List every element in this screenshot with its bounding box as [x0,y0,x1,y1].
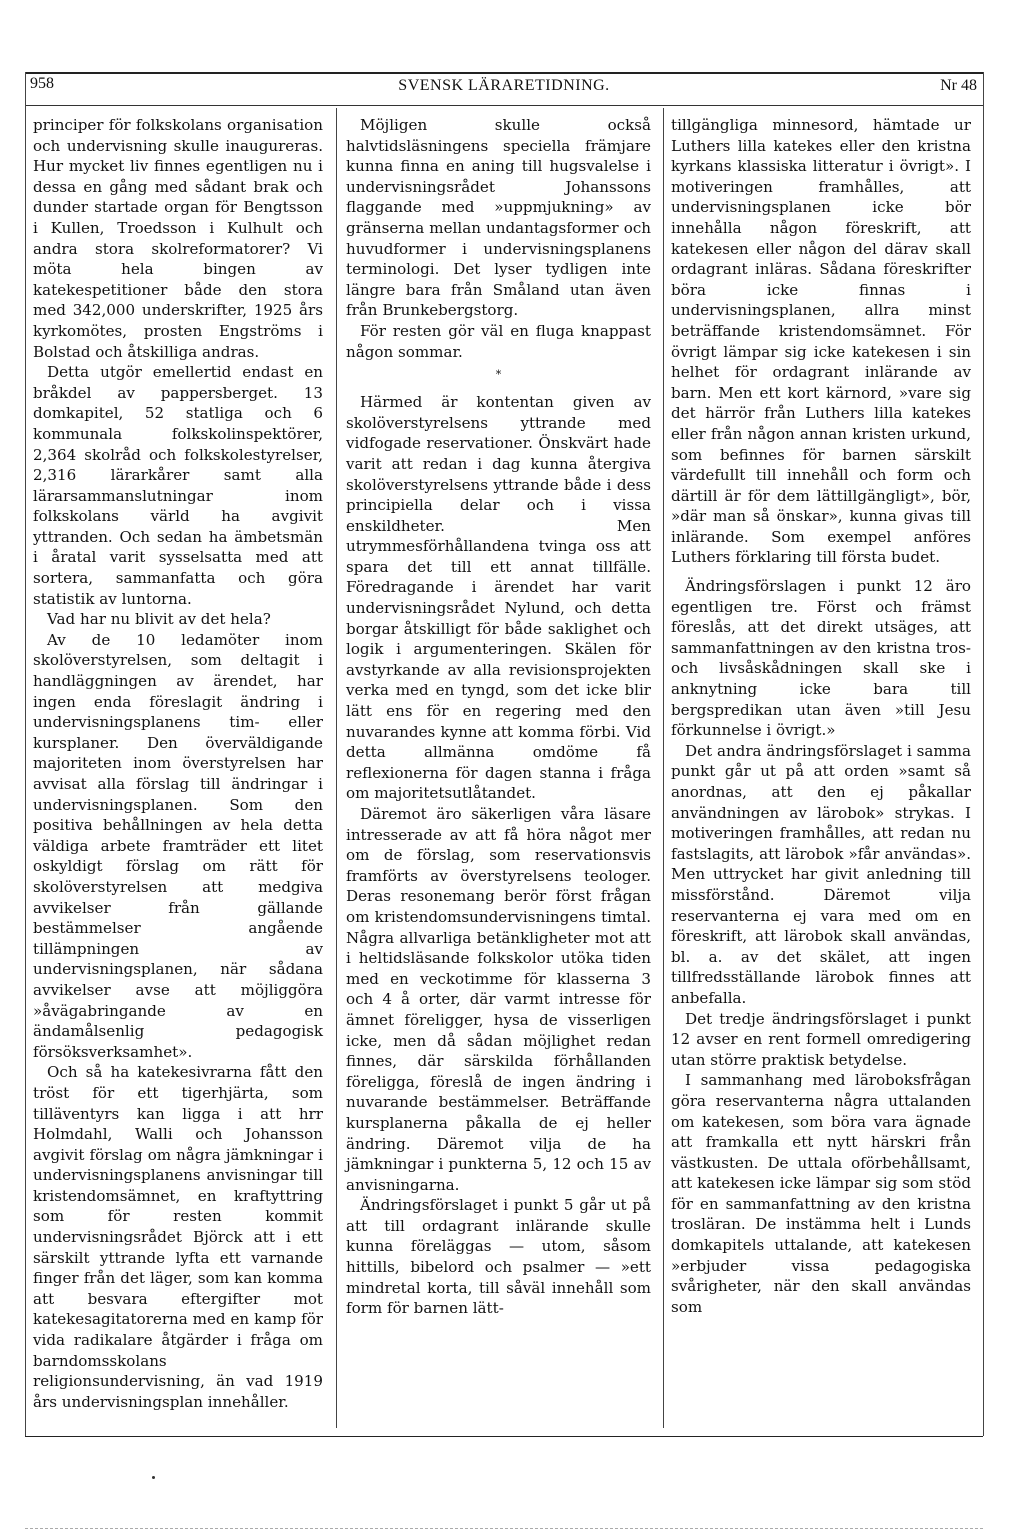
page-header [25,73,983,103]
column-divider-2 [663,108,664,1428]
paragraph: För resten gör väl en fluga knappast någon sommar. [346,321,651,361]
column-divider-1 [336,108,337,1428]
left-border [25,72,26,1436]
text-column-1 [33,115,323,1412]
header-rule [25,105,983,106]
right-border [983,72,984,1436]
section-separator: * [495,368,502,382]
stray-mark [152,1476,155,1479]
paragraph: Ändringsförslagen i punkt 12 äro egentligen tre. Först och främst föreslås, att det direkt utsäges, att sammanfattningen av den kristna tros- och livsåskådningen skall ske i anknytning icke bara till bergspredikan utan även »till Jesu förkunnelse i övrigt.» [671,577,971,740]
paragraph: Detta utgör emellertid endast en bråkdel av pappersberget. 13 domkapitel, 52 statliga och 6 kommunala folkskolinspektörer, 2,364 skolråd och folkskolestyrelser, 2,316 lärarkårer samt alla lärarsammanslutningar inom folkskolans värld ha avgivit yttranden. Och sedan ha ämbetsmän i åratal varit sysselsatta med att sortera, sammanfatta och göra statistik av luntorna. [33,363,323,608]
publication-title: SVENSK LÄRARETIDNING. [398,77,610,94]
paragraph: Av de 10 ledamöter inom skolöverstyrelsen, som deltagit i handläggningen av ärendet, har ingen enda föreslagit ändring i undervisningsplanens tim- eller kursplaner. Den överväldigande majoriteten inom överstyrelsen har avvisat alla förslag till ändringar i undervisningsplanen. Som den positiva behållningen av hela detta väldiga arbete framträder ett litet oskyldigt förslag om rätt för skolöverstyrelsen att medgiva avvikelser från gällande bestämmelser angående tillämpningen av undervisningsplanen, när sådana avvikelser avse att möjliggöra »åvägabringande av en ändamålsenlig pedagogisk försöksverksamhet». [33,630,323,1061]
paragraph: I sammanhang med läroboksfrågan göra reservanterna några uttalanden om katekesen, som böra vara ägnade att framkalla ett nytt härskri från västkusten. De uttala oförbehållsamt, att katekesen icke lämpar sig som stöd för en sammanfattning av den kristna trosläran. De instämma helt i Lunds domkapitels uttalande, att katekesen »erbjuder vissa pedagogiska svårigheter, när den skall användas som [671,1071,971,1316]
paragraph: Däremot äro säkerligen våra läsare intresserade av att få höra något mer om de förslag, som reservationsvis framförts av överstyrelsens teologer. Deras resonemang berör först frågan om kristendomsundervisningens timtal. Några allvarliga betänkligheter mot att i heltidsläsande folkskolor utöka tiden med en veckotimme för klasserna 3 och 4 å orter, där varmt intresse för ämnet föreligger, hysa de visserligen icke, men då sådan möjlighet redan finnes, där särskilda förhållanden föreligga, föreslå de ingen ändring i nuvarande bestämmelser. Beträffande kursplanerna påkalla de ej heller ändring. Däremot vilja de ha jämkningar i punkterna 5, 12 och 15 av anvisningarna. [346,805,651,1194]
text-column-2 [346,115,651,1319]
paragraph: Det tredje ändringsförslaget i punkt 12 avser en rent formell omredigering utan större praktisk betydelse. [671,1009,971,1069]
paragraph: tillgängliga minnesord, hämtade ur Luthers lilla katekes eller den kristna kyrkans klassiska litteratur i övrigt». I motiveringen framhålles, att undervisningsplanen icke bör innehålla någon föreskrift, att katekesen eller någon del därav skall ordagrant inläras. Sådana föreskrifter böra icke finnas i undervisningsplanen, allra minst beträffande kristendomsämnet. För övrigt lämpar sig icke katekesen i sin helhet för ordagrant inlärande av barn. Men ett kort kärnord, »vare sig det härrör från Luthers lilla katekes eller från någon annan kristen urkund, som befinnes för barnen särskilt värdefullt till innehåll och form och därtill är för dem lättillgängligt», bör, »där man så önskar», kunna givas till inlärande. Som exempel anföres Luthers förklaring till första budet. [671,116,971,567]
paragraph: Det andra ändringsförslaget i samma punkt går ut på att orden »samt så anordnas, att den ej påkallar användningen av lärobok» strykas. I motiveringen framhålles, att redan nu fastslagits, att lärobok »får användas». Men uttrycket har givit anledning till missförstånd. Däremot vilja reservanterna ej vara med om en föreskrift, att lärobok skall användas, bl. a. av det skälet, att ingen tillfredsställande lärobok finnes att anbefalla. [671,741,971,1007]
text-column-3 [671,115,971,1317]
paragraph: Och så ha katekesivrarna fått den tröst för ett tigerhjärta, som tilläventyrs kan ligga i att hrr Holmdahl, Walli och Johansson avgivit förslag om några jämkningar i undervisningsplanens anvisningar till kristendomsämnet, en kraftyttring som för resten kommit undervisningsrådet Björck att i ett särskilt yttrande lyfta ett varnande finger från det läger, som kan komma att besvara eftergifter mot katekesagitatorerna med en kamp för vida radikalare åtgärder i fråga om barndomsskolans religionsundervisning, än vad 1919 års undervisningsplan innehåller. [33,1063,323,1411]
scan-edge [25,1528,983,1529]
paragraph: Ändringsförslaget i punkt 5 går ut på att till ordagrant inlärande skulle kunna föreläggas — utom, såsom hittills, bibelord och psalmer — »ett mindretal korta, till såväl innehåll som form för barnen lätt- [346,1196,651,1318]
bottom-rule [25,1436,983,1437]
paragraph: principer för folkskolans organisation och undervisning skulle inaugureras. Hur mycket liv finnes egentligen nu i dessa en gång med sådant brak och dunder startade organ för Bengtsson i Kullen, Troedsson i Kulhult och andra stora skolreformatorer? Vi möta hela bingen av katekespetitioner både den stora med 342,000 underskrifter, 1925 års kyrkomötes, prosten Engströms i Bolstad och åtskilliga andras. [33,116,323,361]
issue-number: Nr 48 [940,77,977,94]
paragraph: Möjligen skulle också halvtidsläsningens speciella främjare kunna finna en aning till hugsvalelse i undervisningsrådet Johanssons flaggande med »uppmjukning» av gränserna mellan undantagsformer och huvudformer i undervisningsplanens terminologi. Det lyser tydligen inte längre bara från Småland utan även från Brunkebergstorg. [346,116,651,320]
paragraph: Härmed är kontentan given av skolöverstyrelsens yttrande med vidfogade reservationer. Önskvärt hade varit att redan i dag kunna återgiva skolöverstyrelsens yttrande både i dess principiella delar och i vissa enskildheter. Men utrymmesförhållandena tvinga oss att spara det till ett annat tillfälle. Föredragande i ärendet har varit undervisningsrådet Nylund, och detta borgar åtskilligt för både saklighet och logik i argumenteringen. Skälen för avstyrkande av alla revisionsprojekten verka med en tyngd, som det icke blir lätt ens för en regering med den nuvarandes kynne att komma förbi. Vid detta allmänna omdöme få reflexionerna för dagen stanna i fråga om majoritetsutlåtandet. [346,393,651,803]
paragraph: Vad har nu blivit av det hela? [47,610,271,629]
page-number: 958 [30,75,54,92]
